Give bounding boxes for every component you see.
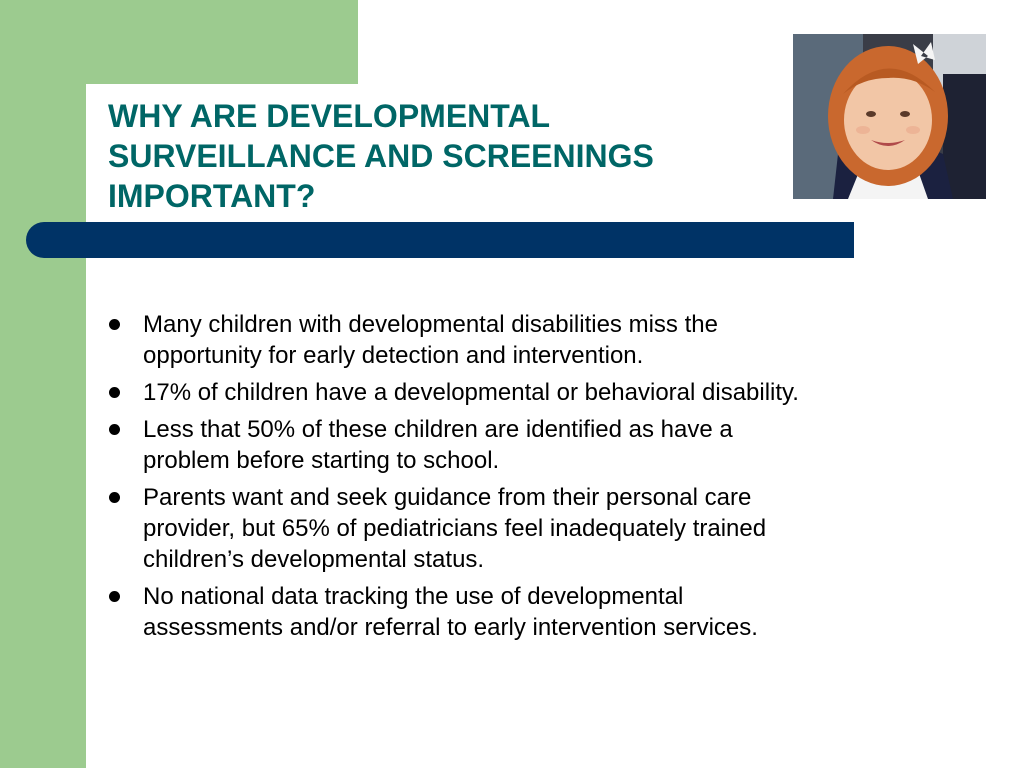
bullet-item [108,482,908,575]
bullet-icon [109,492,120,503]
bullet-icon [109,424,120,435]
bullet-text-line: opportunity for early detection and intervention. [143,342,644,369]
slide-title-line: IMPORTANT? [108,178,316,214]
bullet-list [108,309,908,649]
bullet-icon [109,387,120,398]
bullet-item [108,309,908,371]
title-underline-bar [26,222,854,258]
child-photo-image [793,34,986,199]
bullet-text-line: Less that 50% of these children are identified as have a [143,416,733,443]
bullet-icon [109,319,120,330]
green-side-band [0,0,86,768]
slide-title-line: WHY ARE DEVELOPMENTAL [108,98,551,134]
bullet-text-line: children’s developmental status. [143,546,485,573]
bullet-item [108,377,908,408]
bullet-text-line: 17% of children have a developmental or behavioral disability. [143,379,799,406]
slide-title-line: SURVEILLANCE AND SCREENINGS [108,138,654,174]
slide-title [108,96,798,216]
green-top-band [0,0,358,84]
bullet-text-line: problem before starting to school. [143,447,500,474]
bullet-text-line: No national data tracking the use of developmental [143,583,684,610]
bullet-item [108,581,908,643]
bullet-icon [109,591,120,602]
child-photo [793,34,986,199]
bullet-item [108,414,908,476]
bullet-text-line: assessments and/or referral to early intervention services. [143,614,758,641]
bullet-text-line: Parents want and seek guidance from their personal care [143,484,752,511]
bullet-text-line: Many children with developmental disabilities miss the [143,311,718,338]
bullet-text-line: provider, but 65% of pediatricians feel inadequately trained [143,515,767,542]
